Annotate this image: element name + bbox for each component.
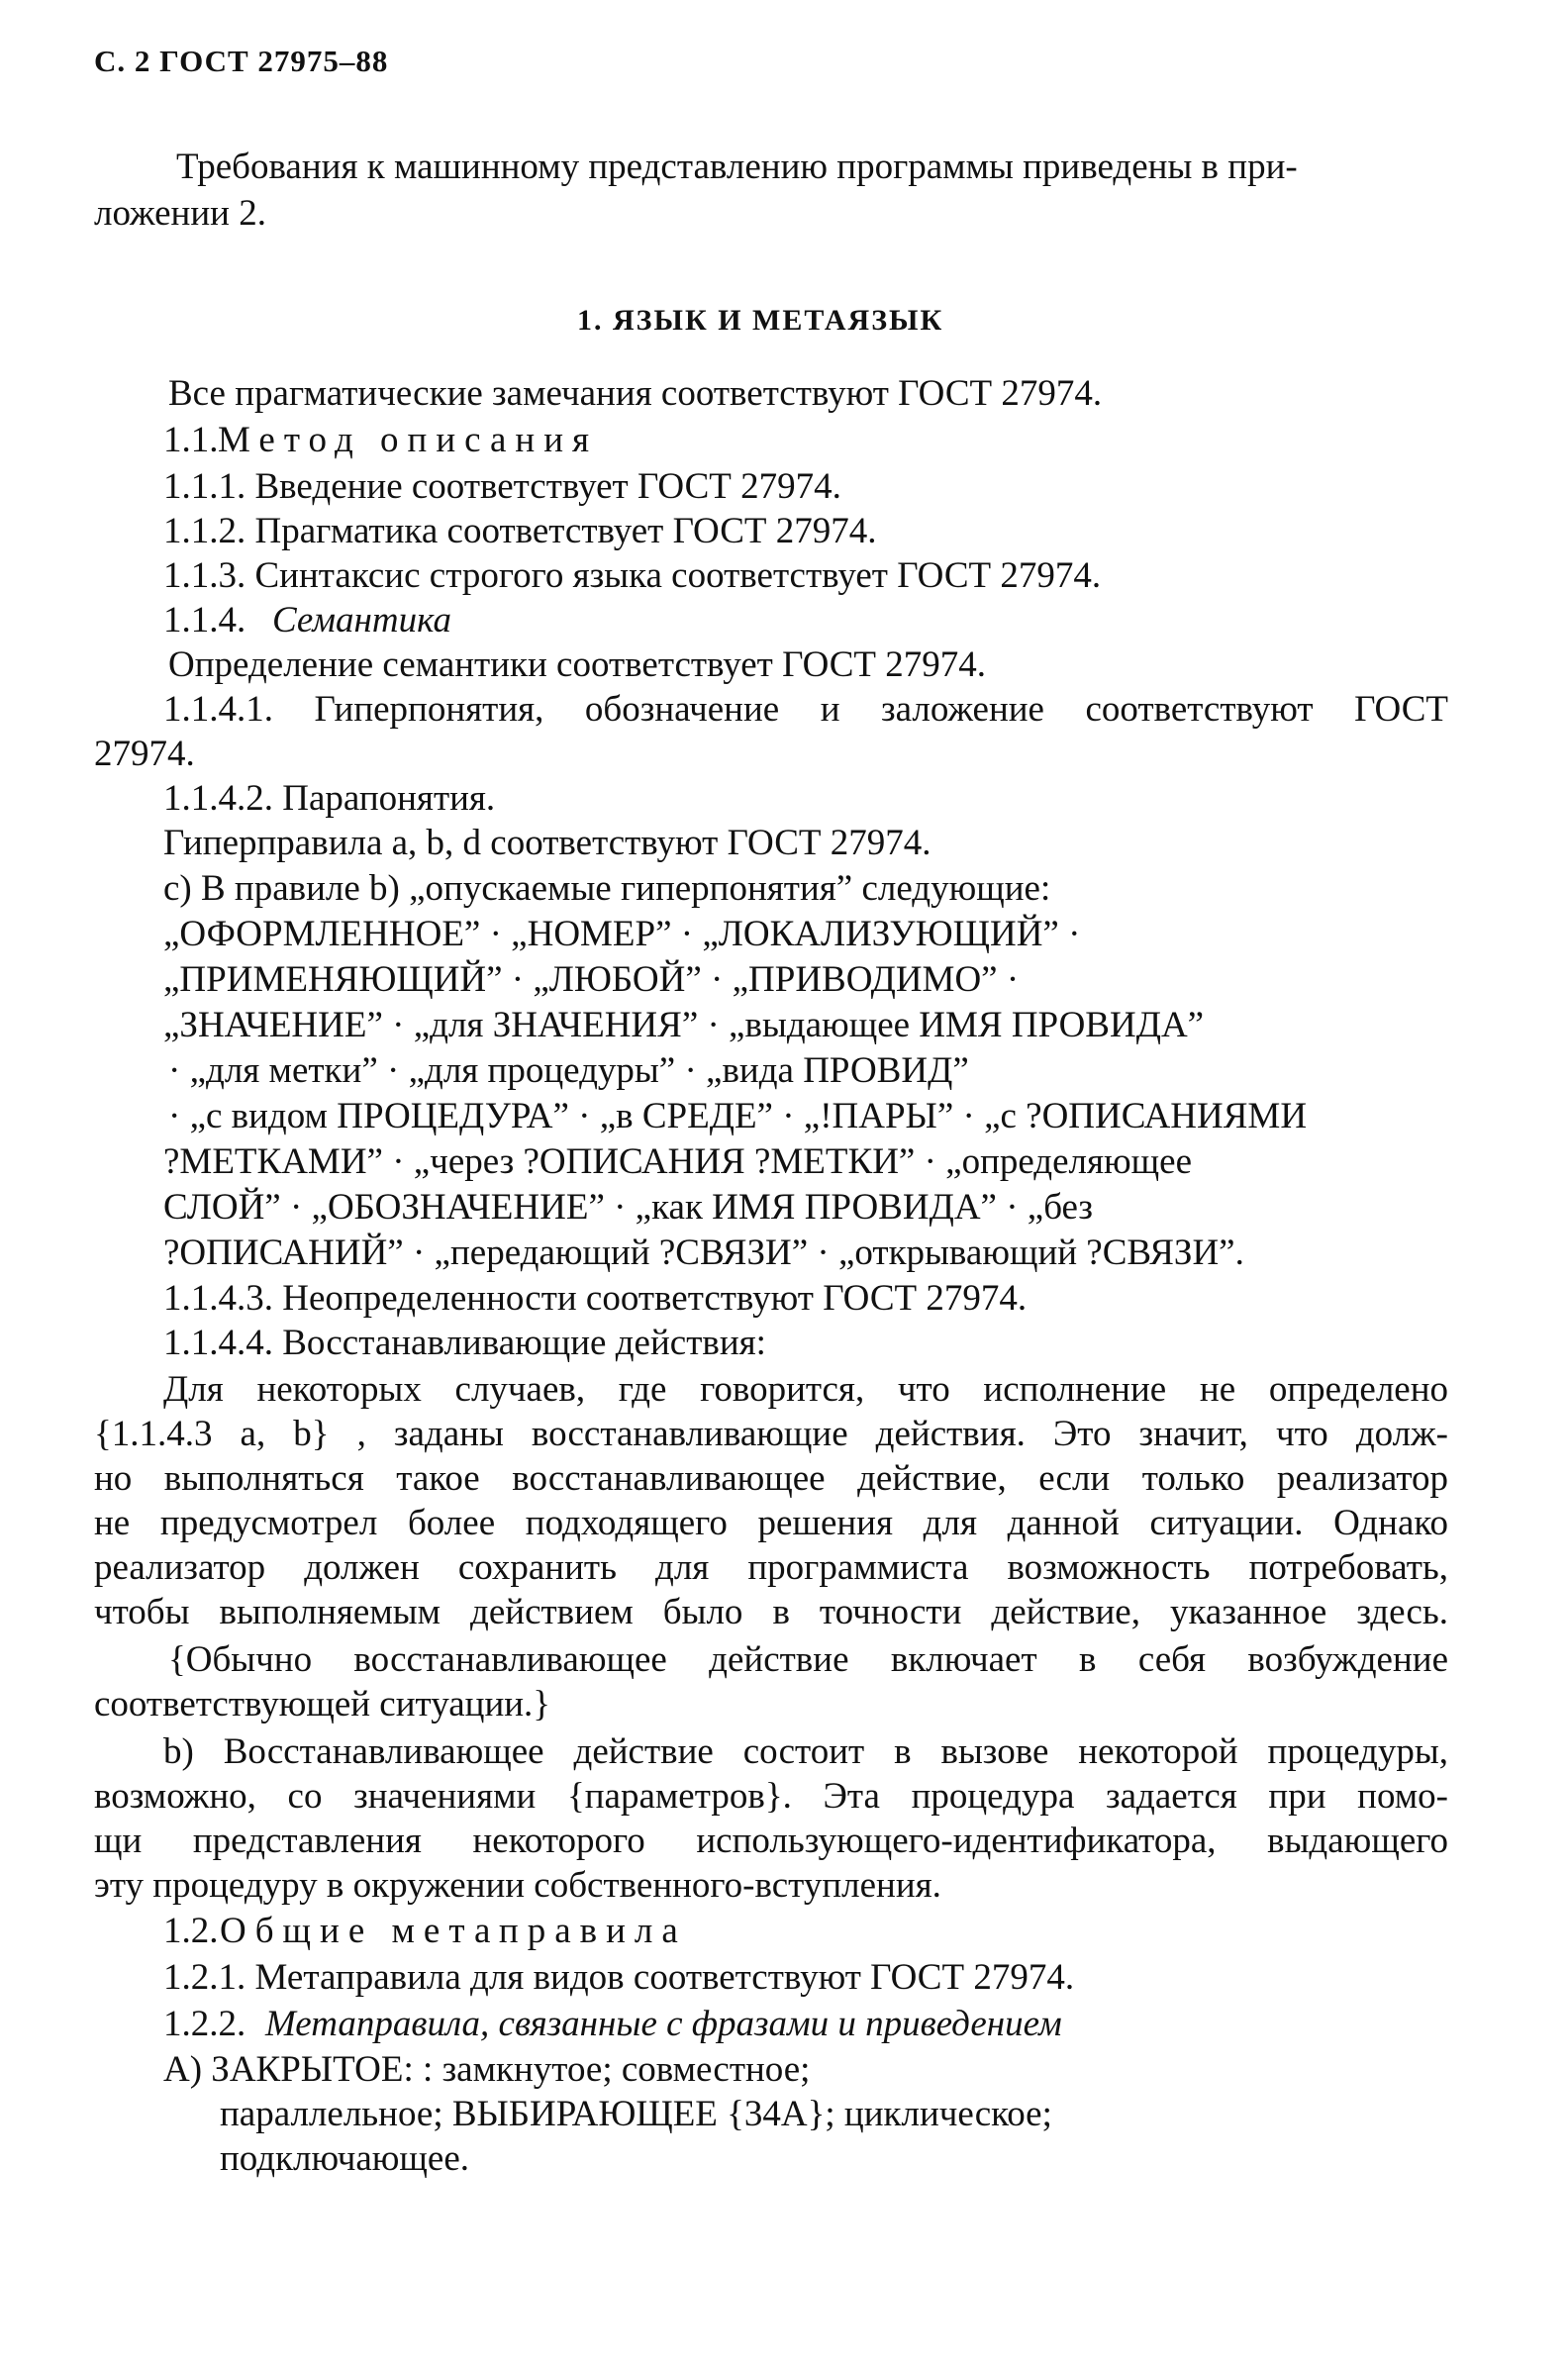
clause-heading: Метод описания bbox=[218, 420, 599, 460]
text-line: реализатор должен сохранить для программиста возможность потребовать, bbox=[94, 1547, 1448, 1588]
text-line: {Обычно восстанавливающее действие включает в себя возбуждение bbox=[168, 1639, 1448, 1680]
text-line: 1.1.4.1. Гиперпонятия, обозначение и заложение соответствуют ГОСТ bbox=[163, 689, 1448, 730]
text-line: {1.1.4.3 a, b} , заданы восстанавливающие действия. Это значит, что долж- bbox=[94, 1414, 1448, 1454]
text-line: Для некоторых случаев, где говорится, что исполнение не определено bbox=[163, 1369, 1448, 1410]
text-line: чтобы выполняемым действием было в точности действие, указанное здесь. bbox=[94, 1592, 1448, 1632]
text-line: 1.1.3. Синтаксис строгого языка соответствует ГОСТ 27974. bbox=[163, 555, 1102, 596]
text-line: Определение семантики соответствует ГОСТ 27974. bbox=[168, 644, 987, 685]
text-line: Все прагматические замечания соответствуют ГОСТ 27974. bbox=[168, 373, 1103, 414]
text-line: Гиперправила a, b, d соответствуют ГОСТ 27974. bbox=[163, 823, 931, 863]
text-line: · „для метки” · „для процедуры” · „вида ПРОВИД” bbox=[168, 1050, 969, 1091]
clause-heading: Общие метаправила bbox=[220, 1911, 687, 1951]
text-line: „ПРИМЕНЯЮЩИЙ” · „ЛЮБОЙ” · „ПРИВОДИМО” · bbox=[163, 959, 1020, 1000]
text-line: СЛОЙ” · „ОБОЗНАЧЕНИЕ” · „как ИМЯ ПРОВИДА” · „без bbox=[163, 1187, 1094, 1228]
text-line: соответствующей ситуации.} bbox=[94, 1684, 551, 1724]
text-line: эту процедуру в окружении собственного-вступления. bbox=[94, 1865, 941, 1906]
clause-number: 1.2. bbox=[163, 1911, 219, 1951]
text-line: 27974. bbox=[94, 734, 195, 774]
text-line: 1.1.4.4. Восстанавливающие действия: bbox=[163, 1323, 766, 1363]
section-title: 1. ЯЗЫК И МЕТАЯЗЫК bbox=[577, 304, 944, 337]
text-line: но выполняться такое восстанавливающее действие, если только реализатор bbox=[94, 1458, 1448, 1499]
text-line: А) ЗАКРЫТОЕ: : замкнутое; совместное; bbox=[163, 2049, 811, 2090]
clause-number: 1.1. bbox=[163, 420, 219, 460]
text-line: ?МЕТКАМИ” · „через ?ОПИСАНИЯ ?МЕТКИ” · „определяющее bbox=[163, 1141, 1193, 1182]
clause-number: 1.2.2. bbox=[163, 2004, 246, 2044]
text-line: щи представления некоторого использующего-идентификатора, выдающего bbox=[94, 1821, 1448, 1861]
text-line: c) В правиле b) „опускаемые гиперпонятия” следующие: bbox=[163, 868, 1051, 909]
clause-heading: Метаправила, связанные с фразами и приведением bbox=[265, 2004, 1062, 2044]
text-line: „ЗНАЧЕНИЕ” · „для ЗНАЧЕНИЯ” · „выдающее ИМЯ ПРОВИДА” bbox=[163, 1005, 1205, 1045]
text-line: 1.2.1. Метаправила для видов соответствуют ГОСТ 27974. bbox=[163, 1957, 1075, 1998]
clause-heading: Семантика bbox=[272, 600, 452, 641]
text-line: параллельное; ВЫБИРАЮЩЕЕ {34A}; циклическое; bbox=[220, 2094, 1052, 2134]
text-line: подключающее. bbox=[220, 2138, 469, 2179]
text-line: · „с видом ПРОЦЕДУРА” · „в СРЕДЕ” · „!ПАРЫ” · „с ?ОПИСАНИЯМИ bbox=[168, 1096, 1308, 1136]
page-header: С. 2 ГОСТ 27975–88 bbox=[94, 44, 389, 78]
intro-line-1: Требования к машинному представлению программы приведены в при- bbox=[176, 147, 1298, 187]
intro-line-2: ложении 2. bbox=[94, 193, 266, 234]
text-line: 1.1.4.3. Неопределенности соответствуют ГОСТ 27974. bbox=[163, 1278, 1028, 1319]
text-line: ?ОПИСАНИЙ” · „передающий ?СВЯЗИ” · „открывающий ?СВЯЗИ”. bbox=[163, 1232, 1244, 1273]
text-line: 1.1.2. Прагматика соответствует ГОСТ 27974. bbox=[163, 511, 877, 551]
clause-number: 1.1.4. bbox=[163, 600, 246, 641]
text-line: 1.1.1. Введение соответствует ГОСТ 27974. bbox=[163, 466, 841, 507]
text-line: не предусмотрел более подходящего решения для данной ситуации. Однако bbox=[94, 1503, 1448, 1543]
text-line: возможно, со значениями {параметров}. Эта процедура задается при помо- bbox=[94, 1776, 1448, 1817]
text-line: b) Восстанавливающее действие состоит в вызове некоторой процедуры, bbox=[163, 1731, 1448, 1772]
text-line: „ОФОРМЛЕННОЕ” · „НОМЕР” · „ЛОКАЛИЗУЮЩИЙ” · bbox=[163, 914, 1081, 954]
text-line: 1.1.4.2. Парапонятия. bbox=[163, 778, 496, 819]
